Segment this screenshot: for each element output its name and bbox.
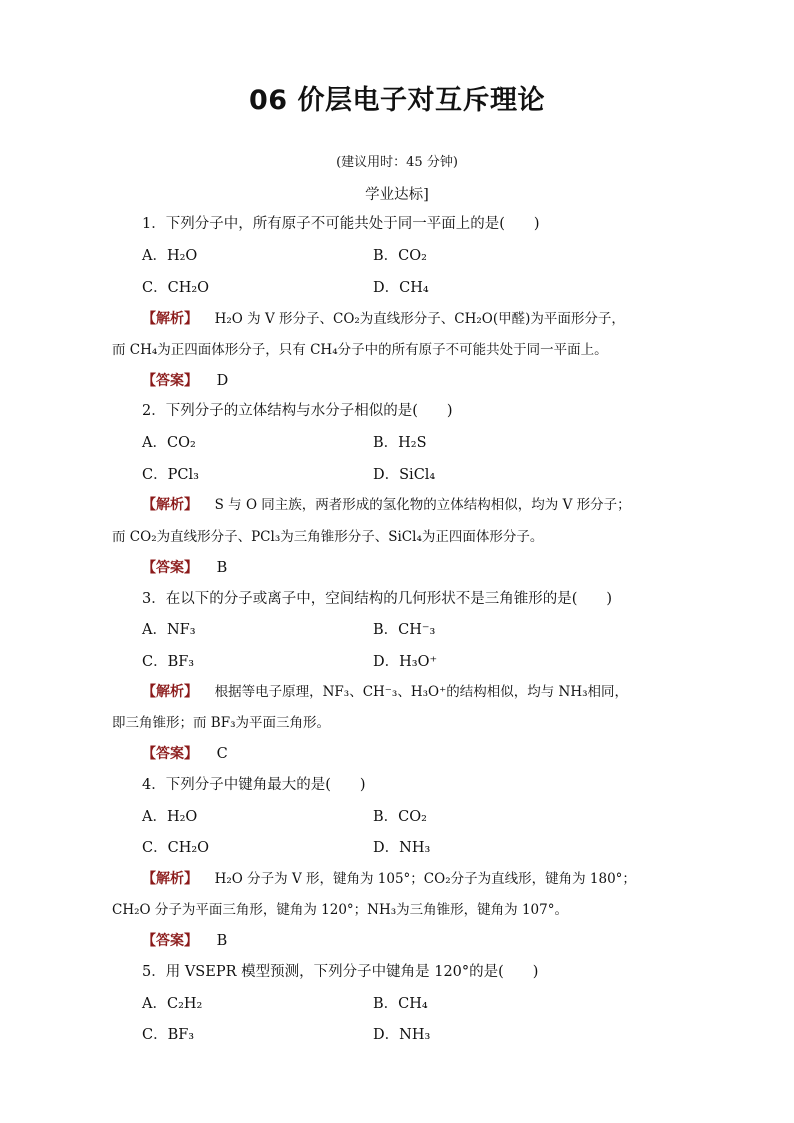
question-1-analysis [142, 309, 625, 329]
analysis-tag: 【解析】 [142, 684, 198, 700]
question-1-option-d: D．CH₄ [373, 280, 429, 296]
question-3-option-c: C．BF₃ [142, 654, 195, 670]
section-heading: 学业达标] [365, 187, 429, 203]
analysis-tag: 【解析】 [142, 497, 198, 513]
question-5-stem: 5．用 VSEPR 模型预测，下列分子中键角是 120°的是( ) [142, 964, 539, 980]
question-2-stem: 2．下列分子的立体结构与水分子相似的是( ) [142, 403, 453, 419]
answer-tag: 【答案】 [142, 373, 198, 389]
answer-value: C [216, 746, 228, 762]
question-4-option-b: B．CO₂ [373, 809, 427, 825]
question-1-option-b: B．CO₂ [373, 248, 427, 264]
question-4-option-a: A．H₂O [142, 809, 198, 825]
question-2-option-d: D．SiCl₄ [373, 467, 436, 483]
question-4-stem: 4．下列分子中键角最大的是( ) [142, 777, 366, 793]
question-4-option-d: D．NH₃ [373, 840, 431, 856]
question-1-option-a: A．H₂O [142, 248, 198, 264]
answer-tag: 【答案】 [142, 746, 198, 762]
question-1-option-c: C．CH₂O [142, 280, 210, 296]
analysis-text-line-2: 而 CH₄为正四面体形分子，只有 CH₄分子中的所有原子不可能共处于同一平面上。 [112, 342, 608, 358]
answer-value: B [216, 560, 228, 576]
question-3-option-b: B．CH⁻₃ [373, 622, 436, 638]
analysis-text-line-1: H₂O 为 V 形分子、CO₂为直线形分子、CH₂O(甲醛)为平面形分子， [214, 311, 625, 327]
analysis-text-line-1: 根据等电子原理，NF₃、CH⁻₃、H₃O⁺的结构相似，均与 NH₃相同， [214, 684, 629, 700]
question-2-answer [142, 558, 227, 578]
analysis-text-line-2: 而 CO₂为直线形分子、PCl₃为三角锥形分子、SiCl₄为正四面体形分子。 [112, 529, 544, 545]
question-2-option-c: C．PCl₃ [142, 467, 199, 483]
question-3-stem: 3．在以下的分子或离子中，空间结构的几何形状不是三角锥形的是( ) [142, 591, 613, 607]
question-2-analysis [142, 495, 631, 515]
analysis-text-line-1: H₂O 分子为 V 形，键角为 105°；CO₂分子为直线形，键角为 180°； [214, 871, 636, 887]
question-1-answer [142, 371, 228, 391]
analysis-text-line-2: 即三角锥形；而 BF₃为平面三角形。 [112, 715, 330, 731]
question-3-analysis [142, 682, 628, 702]
analysis-tag: 【解析】 [142, 871, 198, 887]
page-title: 06 价层电子对互斥理论 [249, 85, 545, 116]
answer-tag: 【答案】 [142, 933, 198, 949]
question-4-option-c: C．CH₂O [142, 840, 210, 856]
answer-value: B [216, 933, 228, 949]
answer-tag: 【答案】 [142, 560, 198, 576]
question-3-option-a: A．NF₃ [142, 622, 196, 638]
question-3-option-d: D．H₃O⁺ [373, 654, 438, 670]
answer-value: D [216, 373, 229, 389]
question-5-option-d: D．NH₃ [373, 1027, 431, 1043]
analysis-text-line-1: S 与 O 同主族，两者形成的氢化物的立体结构相似，均为 V 形分子； [214, 497, 631, 513]
question-5-option-a: A．C₂H₂ [142, 996, 203, 1012]
question-3-answer [142, 744, 228, 764]
question-1-stem: 1．下列分子中，所有原子不可能共处于同一平面上的是( ) [142, 216, 540, 232]
question-4-answer [142, 931, 227, 951]
question-5-option-c: C．BF₃ [142, 1027, 195, 1043]
time-hint: (建议用时：45 分钟) [336, 155, 458, 170]
question-2-option-b: B．H₂S [373, 435, 427, 451]
analysis-text-line-2: CH₂O 分子为平面三角形，键角为 120°；NH₃为三角锥形，键角为 107°。 [112, 902, 568, 918]
question-5-option-b: B．CH₄ [373, 996, 428, 1012]
question-4-analysis [142, 869, 636, 889]
question-2-option-a: A．CO₂ [142, 435, 196, 451]
analysis-tag: 【解析】 [142, 311, 198, 327]
